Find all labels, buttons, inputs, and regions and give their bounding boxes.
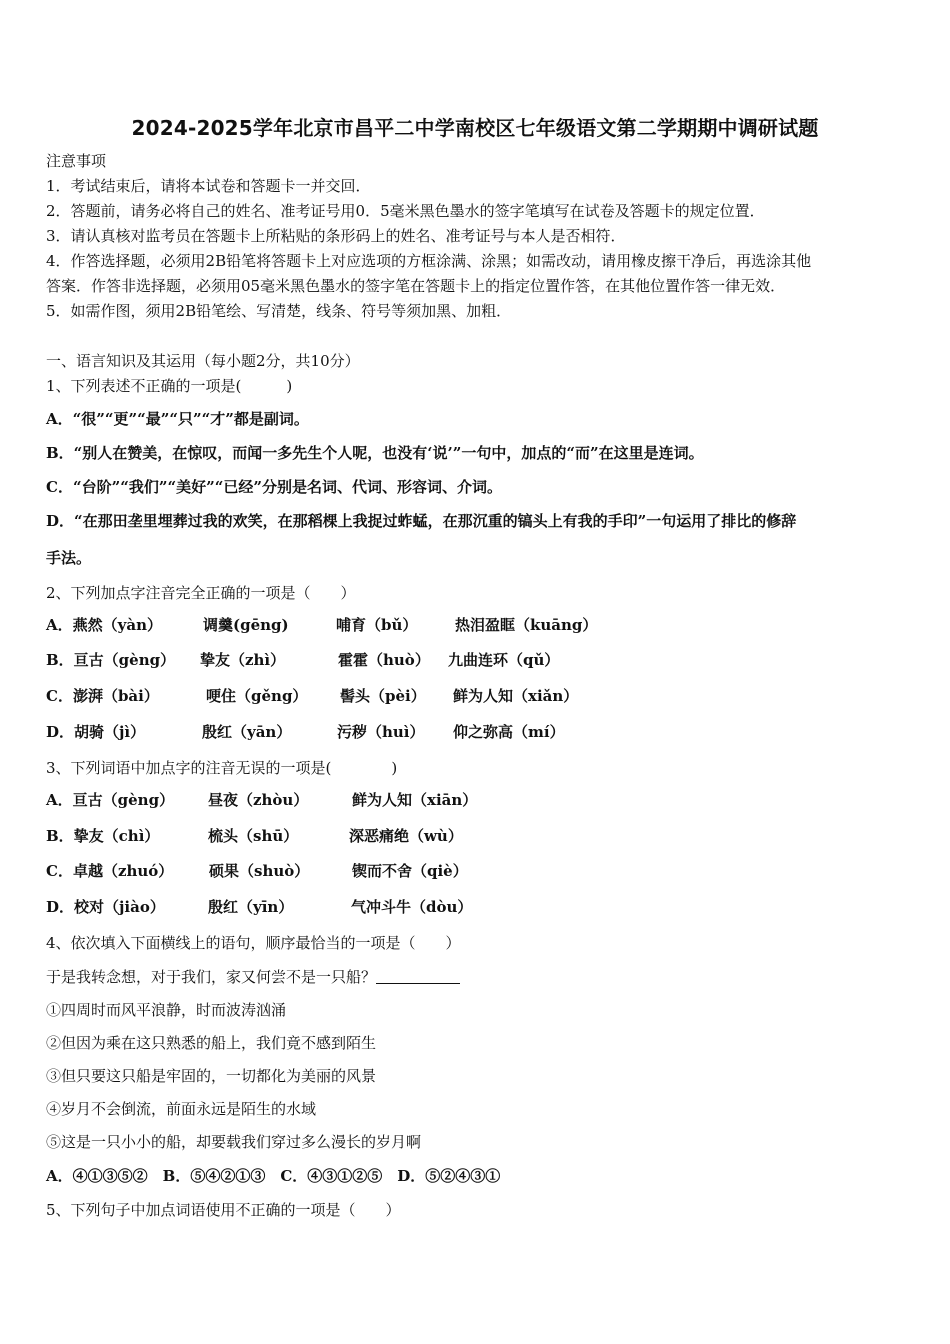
question-3-option-c xyxy=(46,860,926,882)
question-2-option-c xyxy=(46,685,926,707)
question-4-item: ①四周时而风平浪静，时而波涛汹涌 xyxy=(46,1001,287,1019)
option-cell: 热泪盈眶（kuāng） xyxy=(455,616,598,634)
option-cell: 梳头（shū） xyxy=(208,827,299,845)
option-cell: B．亘古（gèng） xyxy=(46,651,176,669)
notice-item: 4．作答选择题，必须用2B铅笔将答题卡上对应选项的方框涂满、涂黑；如需改动，请用橡皮擦干净后，再选涂其他 xyxy=(46,252,812,270)
option-cell: 霍霍（huò） xyxy=(338,651,430,669)
page-title: 2024-2025学年北京市昌平二中学南校区七年级语文第二学期期中调研试题 xyxy=(131,116,819,140)
option-cell: B．挚友（chì） xyxy=(46,827,160,845)
option-cell: C．澎湃（bài） xyxy=(46,687,159,705)
answer-blank xyxy=(376,969,460,984)
question-1-option-c: C．“台阶”“我们”“美好”“已经”分别是名词、代词、形容词、介词。 xyxy=(46,478,502,496)
option-cell: 哺育（bǔ） xyxy=(336,616,418,634)
question-3-stem: 3、下列词语中加点字的注音无误的一项是( ) xyxy=(46,759,398,777)
question-1-option-d: D．“在那田垄里埋葬过我的欢笑，在那稻棵上我捉过蚱蜢，在那沉重的镐头上有我的手印”一句运用了排比的修辞 xyxy=(46,512,797,530)
notice-item: 2．答题前，请务必将自己的姓名、准考证号用0．5毫米黑色墨水的签字笔填写在试卷及答题卡的规定位置． xyxy=(46,202,765,220)
option-cell: 殷红（yān） xyxy=(202,723,292,741)
notice-heading: 注意事项 xyxy=(46,152,107,170)
option-cell: 仰之弥高（mí） xyxy=(453,723,565,741)
option-cell: 锲而不舍（qiè） xyxy=(352,862,468,880)
option-cell: 昼夜（zhòu） xyxy=(208,791,309,809)
option-cell: 鲜为人知（xiǎn） xyxy=(453,687,579,705)
question-4-item: ⑤这是一只小小的船，却要载我们穿过多么漫长的岁月啊 xyxy=(46,1133,422,1151)
option-cell: 髻头（pèi） xyxy=(340,687,426,705)
question-4-item: ④岁月不会倒流，前面永远是陌生的水域 xyxy=(46,1100,317,1118)
section-heading: 一、语言知识及其运用（每小题2分，共10分） xyxy=(46,352,360,370)
question-2-option-d xyxy=(46,721,926,743)
question-4-item: ②但因为乘在这只熟悉的船上，我们竟不感到陌生 xyxy=(46,1034,377,1052)
question-2-stem: 2、下列加点字注音完全正确的一项是（ ） xyxy=(46,584,356,602)
option-cell: A．亘古（gèng） xyxy=(46,791,175,809)
option-cell: 鲜为人知（xiān） xyxy=(352,791,478,809)
question-4-stem: 4、依次填入下面横线上的语句，顺序最恰当的一项是（ ） xyxy=(46,934,461,952)
question-1-option-b: B．“别人在赞美，在惊叹，而闻一多先生个人呢，也没有‘说’”一句中，加点的“而”在这里是连词。 xyxy=(46,444,704,462)
notice-item: 3．请认真核对监考员在答题卡上所粘贴的条形码上的姓名、准考证号与本人是否相符． xyxy=(46,227,626,245)
option-cell: A．燕然（yàn） xyxy=(46,616,162,634)
notice-item: 答案．作答非选择题，必须用05毫米黑色墨水的签字笔在答题卡上的指定位置作答，在其他位置作答一律无效． xyxy=(46,277,786,295)
option-cell: 九曲连环（qǔ） xyxy=(448,651,560,669)
question-3-option-d xyxy=(46,896,926,918)
option-cell: 污秽（huì） xyxy=(337,723,425,741)
question-2-option-b xyxy=(46,649,926,671)
question-3-option-b xyxy=(46,825,926,847)
option-cell: 深恶痛绝（wù） xyxy=(349,827,463,845)
question-2-option-a xyxy=(46,614,926,636)
option-cell: D．校对（jiào） xyxy=(46,898,165,916)
question-4-item: ③但只要这只船是牢固的，一切都化为美丽的风景 xyxy=(46,1067,377,1085)
notice-item: 1．考试结束后，请将本试卷和答题卡一并交回． xyxy=(46,177,371,195)
question-1-option-d-cont: 手法。 xyxy=(46,549,92,567)
question-4-lead xyxy=(46,967,460,987)
option-cell: 调羹(gēng) xyxy=(203,616,289,634)
notice-item: 5．如需作图，须用2B铅笔绘、写清楚，线条、符号等须加黑、加粗． xyxy=(46,302,512,320)
question-1-stem: 1、下列表述不正确的一项是( ) xyxy=(46,377,293,395)
question-3-option-a xyxy=(46,789,926,811)
question-4-options: A．④①③⑤② B．⑤④②①③ C．④③①②⑤ D．⑤②④③① xyxy=(46,1167,501,1185)
option-cell: 气冲斗牛（dòu） xyxy=(351,898,473,916)
question-1-option-a: A．“很”“更”“最”“只”“才”都是副词。 xyxy=(46,410,309,428)
option-cell: 硕果（shuò） xyxy=(209,862,310,880)
option-cell: C．卓越（zhuó） xyxy=(46,862,174,880)
option-cell: 殷红（yīn） xyxy=(208,898,294,916)
question-4-lead-text: 于是我转念想，对于我们，家又何尝不是一只船？ xyxy=(46,968,377,986)
option-cell: 哽住（gěng） xyxy=(206,687,308,705)
option-cell: D．胡骑（jì） xyxy=(46,723,146,741)
question-5-stem: 5、下列句子中加点词语使用不正确的一项是（ ） xyxy=(46,1201,401,1219)
option-cell: 挚友（zhì） xyxy=(200,651,286,669)
